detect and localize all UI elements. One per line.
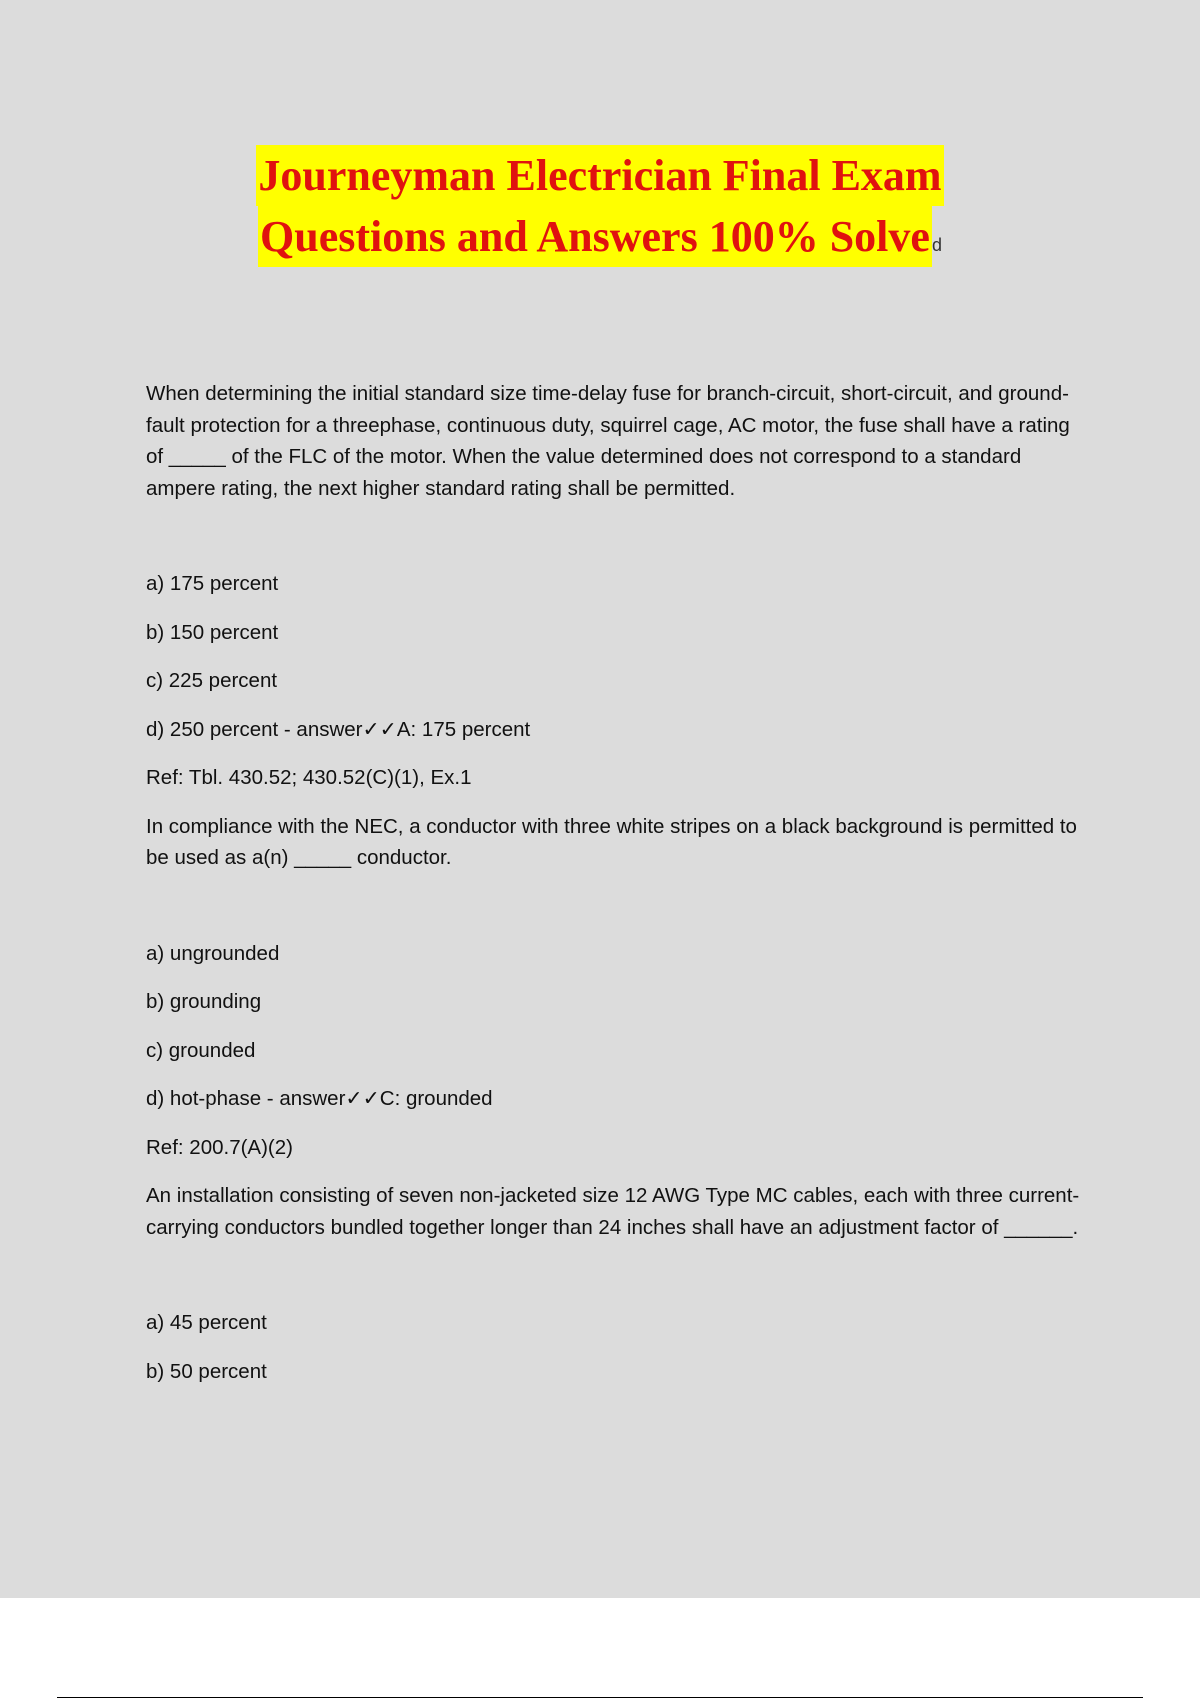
document-title	[0, 145, 1200, 276]
question-2-text: In compliance with the NEC, a conductor with three white stripes on a black background is permitted to be used as a(n) _____ conductor.	[146, 814, 1077, 869]
question-3-text: An installation consisting of seven non-jacketed size 12 AWG Type MC cables, each with three current-carrying conductors bundled together longer than 24 inches shall have an adjustment factor of ______.	[146, 1184, 1080, 1239]
question-2-option-b: b) grounding	[146, 990, 262, 1013]
question-2-option-c: c) grounded	[146, 1038, 256, 1062]
question-1-text: When determining the initial standard size time-delay fuse for branch-circuit, short-circuit, and ground-fault protection for a threephase, continuous duty, squirrel cage, AC motor, the fuse shall have a rating of _____ of the FLC of the motor. When the value determined does not correspond to a standard ampere rating, the next higher standard rating shall be permitted.	[146, 382, 1070, 500]
question-3-option-b: b) 50 percent	[146, 1359, 267, 1383]
question-3-option-a: a) 45 percent	[146, 1311, 267, 1334]
question-2-option-a: a) ungrounded	[146, 941, 280, 965]
title-line-2: Questions and Answers 100% Solve	[258, 206, 932, 267]
question-2-option-d-answer: d) hot-phase - answer✓✓C: grounded	[146, 1087, 493, 1110]
footer-divider	[57, 1697, 1143, 1698]
question-1-option-c: c) 225 percent	[146, 669, 278, 692]
question-1-reference: Ref: Tbl. 430.52; 430.52(C)(1), Ex.1	[146, 766, 472, 789]
question-1-option-b: b) 150 percent	[146, 620, 279, 644]
title-tail: d	[931, 235, 942, 255]
question-1-option-a: a) 175 percent	[146, 572, 279, 595]
title-line-1: Journeyman Electrician Final Exam	[256, 145, 943, 206]
exam-content	[146, 378, 1086, 1387]
question-2-reference: Ref: 200.7(A)(2)	[146, 1135, 293, 1159]
question-1-option-d-answer: d) 250 percent - answer✓✓A: 175 percent	[146, 717, 531, 741]
